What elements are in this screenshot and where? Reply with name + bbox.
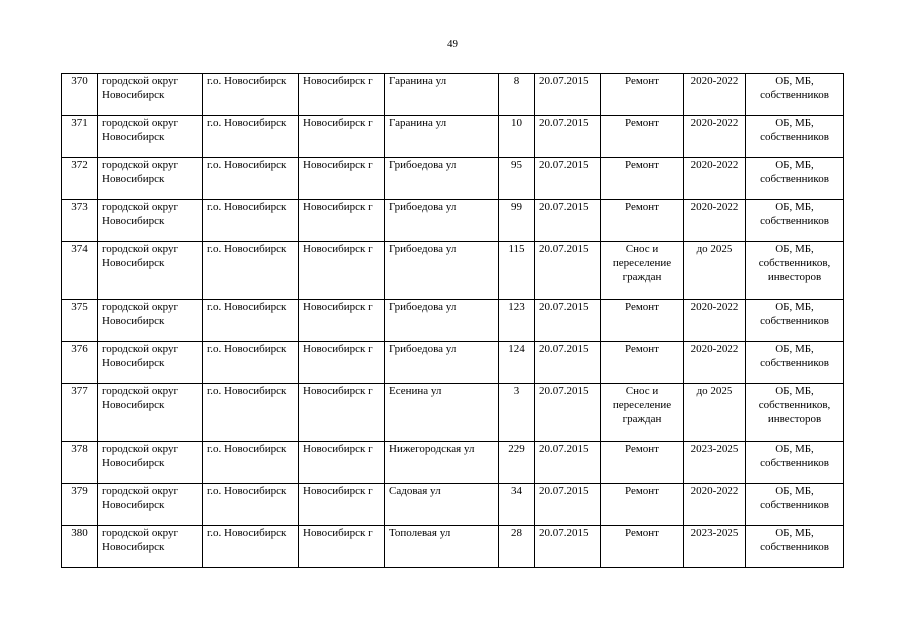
municipality-cell: городской округ Новосибирск <box>98 300 203 342</box>
work-type-cell: Ремонт <box>601 116 684 158</box>
municipality-cell: городской округ Новосибирск <box>98 200 203 242</box>
row-number-cell: 379 <box>62 484 98 526</box>
table-row <box>62 242 844 300</box>
settlement-cell: г.о. Новосибирск <box>203 158 299 200</box>
date-cell: 20.07.2015 <box>535 242 601 300</box>
table-row <box>62 158 844 200</box>
period-cell: 2020-2022 <box>684 342 746 384</box>
funding-source-cell: ОБ, МБ, собственников <box>746 300 844 342</box>
work-type-cell: Ремонт <box>601 342 684 384</box>
street-cell: Гаранина ул <box>385 116 499 158</box>
date-cell: 20.07.2015 <box>535 300 601 342</box>
street-cell: Есенина ул <box>385 384 499 442</box>
locality-cell: Новосибирск г <box>299 200 385 242</box>
table-row <box>62 384 844 442</box>
locality-cell: Новосибирск г <box>299 116 385 158</box>
period-cell: до 2025 <box>684 384 746 442</box>
date-cell: 20.07.2015 <box>535 158 601 200</box>
row-number-cell: 372 <box>62 158 98 200</box>
date-cell: 20.07.2015 <box>535 116 601 158</box>
work-type-cell: Ремонт <box>601 300 684 342</box>
row-number-cell: 376 <box>62 342 98 384</box>
housing-registry-table <box>61 73 844 568</box>
table-row <box>62 300 844 342</box>
settlement-cell: г.о. Новосибирск <box>203 484 299 526</box>
table-row <box>62 526 844 568</box>
settlement-cell: г.о. Новосибирск <box>203 300 299 342</box>
house-number-cell: 123 <box>499 300 535 342</box>
funding-source-cell: ОБ, МБ, собственников <box>746 526 844 568</box>
settlement-cell: г.о. Новосибирск <box>203 442 299 484</box>
table-row <box>62 342 844 384</box>
row-number-cell: 380 <box>62 526 98 568</box>
house-number-cell: 115 <box>499 242 535 300</box>
municipality-cell: городской округ Новосибирск <box>98 158 203 200</box>
period-cell: до 2025 <box>684 242 746 300</box>
period-cell: 2020-2022 <box>684 300 746 342</box>
locality-cell: Новосибирск г <box>299 484 385 526</box>
municipality-cell: городской округ Новосибирск <box>98 484 203 526</box>
municipality-cell: городской округ Новосибирск <box>98 384 203 442</box>
settlement-cell: г.о. Новосибирск <box>203 342 299 384</box>
house-number-cell: 229 <box>499 442 535 484</box>
date-cell: 20.07.2015 <box>535 442 601 484</box>
date-cell: 20.07.2015 <box>535 484 601 526</box>
street-cell: Грибоедова ул <box>385 300 499 342</box>
funding-source-cell: ОБ, МБ, собственников <box>746 74 844 116</box>
settlement-cell: г.о. Новосибирск <box>203 384 299 442</box>
street-cell: Тополевая ул <box>385 526 499 568</box>
house-number-cell: 124 <box>499 342 535 384</box>
settlement-cell: г.о. Новосибирск <box>203 74 299 116</box>
house-number-cell: 99 <box>499 200 535 242</box>
locality-cell: Новосибирск г <box>299 242 385 300</box>
house-number-cell: 8 <box>499 74 535 116</box>
locality-cell: Новосибирск г <box>299 384 385 442</box>
funding-source-cell: ОБ, МБ, собственников <box>746 442 844 484</box>
date-cell: 20.07.2015 <box>535 526 601 568</box>
locality-cell: Новосибирск г <box>299 74 385 116</box>
table-row <box>62 116 844 158</box>
settlement-cell: г.о. Новосибирск <box>203 526 299 568</box>
street-cell: Грибоедова ул <box>385 200 499 242</box>
locality-cell: Новосибирск г <box>299 442 385 484</box>
municipality-cell: городской округ Новосибирск <box>98 116 203 158</box>
table-row <box>62 74 844 116</box>
funding-source-cell: ОБ, МБ, собственников, инвесторов <box>746 242 844 300</box>
row-number-cell: 375 <box>62 300 98 342</box>
page-number: 49 <box>447 38 458 50</box>
work-type-cell: Ремонт <box>601 158 684 200</box>
period-cell: 2020-2022 <box>684 200 746 242</box>
settlement-cell: г.о. Новосибирск <box>203 200 299 242</box>
municipality-cell: городской округ Новосибирск <box>98 442 203 484</box>
settlement-cell: г.о. Новосибирск <box>203 242 299 300</box>
house-number-cell: 95 <box>499 158 535 200</box>
street-cell: Грибоедова ул <box>385 242 499 300</box>
period-cell: 2020-2022 <box>684 158 746 200</box>
municipality-cell: городской округ Новосибирск <box>98 342 203 384</box>
street-cell: Гаранина ул <box>385 74 499 116</box>
house-number-cell: 3 <box>499 384 535 442</box>
municipality-cell: городской округ Новосибирск <box>98 526 203 568</box>
period-cell: 2023-2025 <box>684 442 746 484</box>
funding-source-cell: ОБ, МБ, собственников <box>746 158 844 200</box>
locality-cell: Новосибирск г <box>299 342 385 384</box>
locality-cell: Новосибирск г <box>299 300 385 342</box>
date-cell: 20.07.2015 <box>535 342 601 384</box>
funding-source-cell: ОБ, МБ, собственников <box>746 342 844 384</box>
street-cell: Грибоедова ул <box>385 158 499 200</box>
street-cell: Грибоедова ул <box>385 342 499 384</box>
date-cell: 20.07.2015 <box>535 200 601 242</box>
municipality-cell: городской округ Новосибирск <box>98 74 203 116</box>
work-type-cell: Ремонт <box>601 484 684 526</box>
table-row <box>62 442 844 484</box>
locality-cell: Новосибирск г <box>299 158 385 200</box>
row-number-cell: 374 <box>62 242 98 300</box>
work-type-cell: Ремонт <box>601 74 684 116</box>
row-number-cell: 371 <box>62 116 98 158</box>
work-type-cell: Снос и переселение граждан <box>601 384 684 442</box>
period-cell: 2020-2022 <box>684 74 746 116</box>
period-cell: 2020-2022 <box>684 116 746 158</box>
funding-source-cell: ОБ, МБ, собственников <box>746 200 844 242</box>
date-cell: 20.07.2015 <box>535 384 601 442</box>
settlement-cell: г.о. Новосибирск <box>203 116 299 158</box>
row-number-cell: 377 <box>62 384 98 442</box>
municipality-cell: городской округ Новосибирск <box>98 242 203 300</box>
table-row <box>62 200 844 242</box>
work-type-cell: Ремонт <box>601 442 684 484</box>
locality-cell: Новосибирск г <box>299 526 385 568</box>
work-type-cell: Снос и переселение граждан <box>601 242 684 300</box>
work-type-cell: Ремонт <box>601 200 684 242</box>
row-number-cell: 378 <box>62 442 98 484</box>
table-body <box>62 74 844 568</box>
row-number-cell: 370 <box>62 74 98 116</box>
work-type-cell: Ремонт <box>601 526 684 568</box>
funding-source-cell: ОБ, МБ, собственников <box>746 116 844 158</box>
funding-source-cell: ОБ, МБ, собственников, инвесторов <box>746 384 844 442</box>
funding-source-cell: ОБ, МБ, собственников <box>746 484 844 526</box>
street-cell: Садовая ул <box>385 484 499 526</box>
street-cell: Нижегородская ул <box>385 442 499 484</box>
house-number-cell: 28 <box>499 526 535 568</box>
table-row <box>62 484 844 526</box>
house-number-cell: 34 <box>499 484 535 526</box>
period-cell: 2023-2025 <box>684 526 746 568</box>
date-cell: 20.07.2015 <box>535 74 601 116</box>
house-number-cell: 10 <box>499 116 535 158</box>
row-number-cell: 373 <box>62 200 98 242</box>
period-cell: 2020-2022 <box>684 484 746 526</box>
